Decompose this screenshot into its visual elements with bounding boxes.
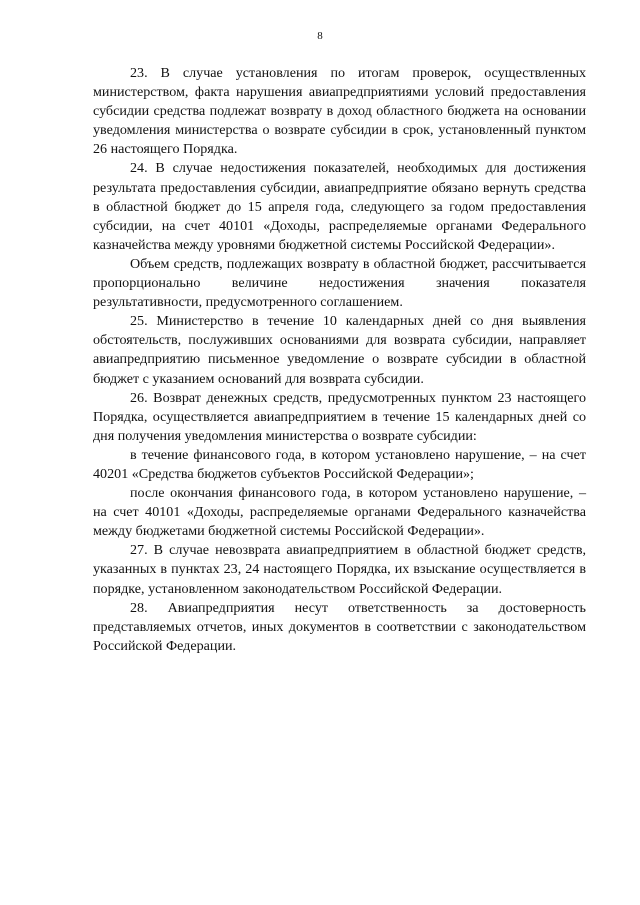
paragraph-23: 23. В случае установления по итогам проверок, осуществленных министерством, факта нарушения авиапредприятиями условий предоставления субсидии средства подлежат возврату в доход областного бюджета на основании уведомления министерства о возврате субсидии в срок, установленный пунктом 26 настоящего Порядка.: [93, 65, 586, 158]
paragraph-25: 25. Министерство в течение 10 календарных дней со дня выявления обстоятельств, послуживших основаниями для возврата субсидии, направляет авиапредприятию письменное уведомление о возврате субсидии в областной бюджет с указанием оснований для возврата субсидии.: [93, 313, 586, 387]
page-number: 8: [317, 30, 323, 42]
paragraph-28: 28. Авиапредприятия несут ответственность за достоверность представляемых отчетов, иных документов в соответствии с законодательством Российской Федерации.: [93, 599, 586, 654]
paragraph-26: 26. Возврат денежных средств, предусмотренных пунктом 23 настоящего Порядка, осуществляется авиапредприятием в течение 15 календарных дней со дня получения уведомления министерства о возврате субсидии:: [93, 389, 586, 444]
paragraph-27: 27. В случае невозврата авиапредприятием в областной бюджет средств, указанных в пунктах 23, 24 настоящего Порядка, их взыскание осуществляется в порядке, установленном законодательством Российской Федерации.: [93, 542, 586, 597]
paragraph-24-volume: Объем средств, подлежащих возврату в областной бюджет, рассчитывается пропорционально величине недостижения значения показателя результативности, предусмотренного соглашением.: [93, 255, 586, 311]
paragraph-24: 24. В случае недостижения показателей, необходимых для достижения результата предоставления субсидии, авиапредприятие обязано вернуть средства в областной бюджет до 15 апреля года, следующего за годом предоставления субсидии, на счет 40101 «Доходы, распределяемые органами Федерального казначейства между уровнями бюджетной системы Российской Федерации».: [93, 160, 586, 253]
paragraph-26-current-year: в течение финансового года, в котором установлено нарушение, – на счет 40201 «Средства бюджетов субъектов Российской Федерации»;: [93, 446, 586, 482]
document-body: [93, 64, 586, 656]
paragraph-26-after-year: после окончания финансового года, в котором установлено нарушение, – на счет 40101 «Доходы, распределяемые органами Федерального казначейства между бюджетами бюджетной системы Российской Федерации».: [93, 485, 586, 540]
